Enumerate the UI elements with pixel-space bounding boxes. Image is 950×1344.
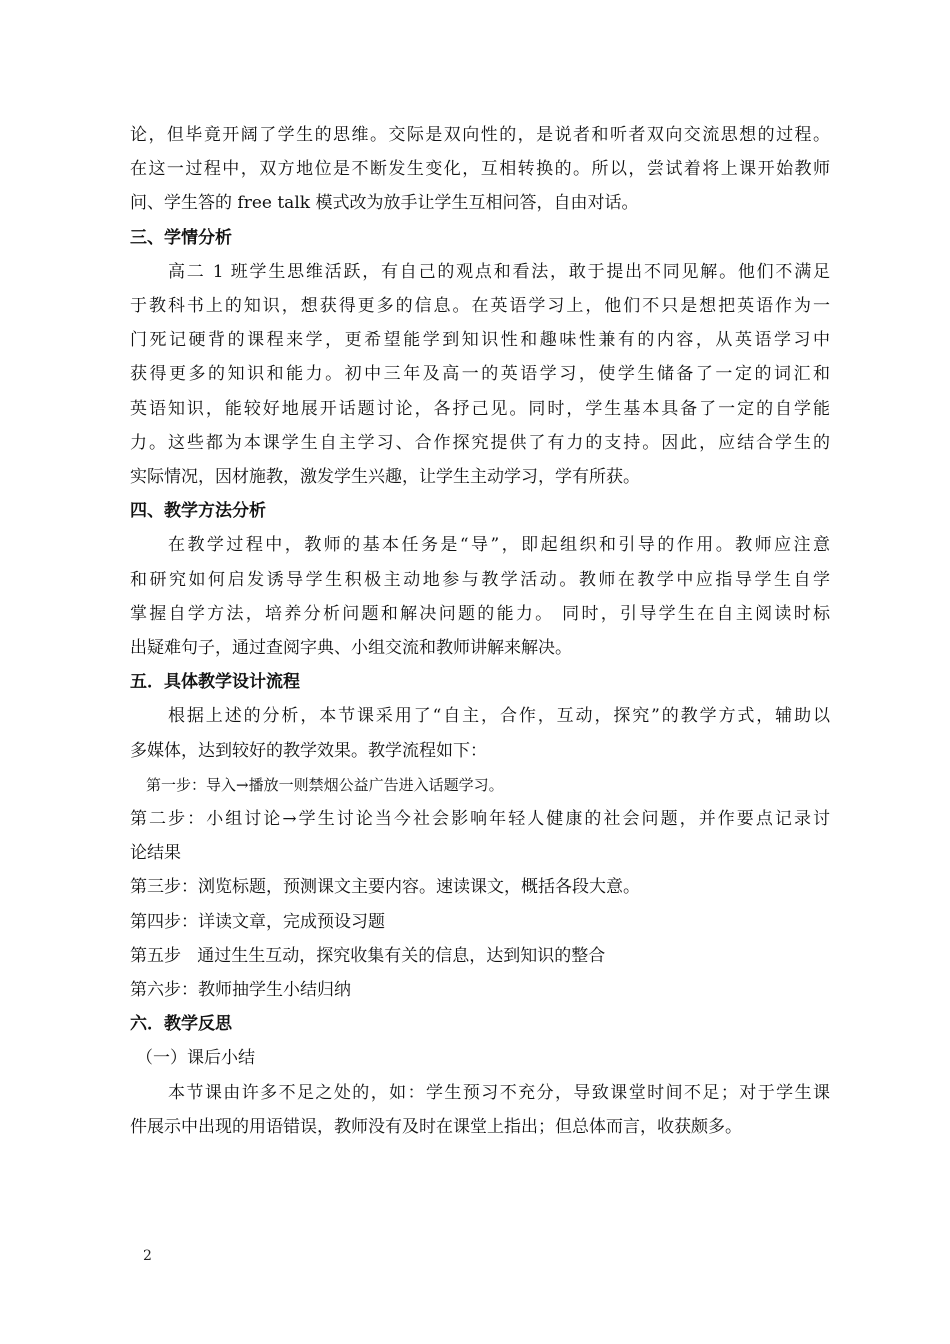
paragraph-line: 英语知识，能较好地展开话题讨论，各抒己见。同时，学生基本具备了一定的自学能 xyxy=(130,398,830,419)
section-heading-learner-analysis: 三、学情分析 xyxy=(130,227,232,248)
subsection-heading: （一）课后小结 xyxy=(136,1048,255,1069)
step-item: 第一步：导入→播放一则禁烟公益广告进入话题学习。 xyxy=(146,775,504,794)
paragraph-line: 在教学过程中，教师的基本任务是“导”，即起组织和引导的作用。教师应注意 xyxy=(168,535,830,556)
paragraph-line: 论，但毕竟开阔了学生的思维。交际是双向性的，是说者和听者双向交流思想的过程。 xyxy=(130,125,830,145)
paragraph-line: 获得更多的知识和能力。初中三年及高一的英语学习，使学生储备了一定的词汇和 xyxy=(130,364,830,385)
section-heading-design-process: 五．具体教学设计流程 xyxy=(130,672,300,693)
paragraph-line: 和研究如何启发诱导学生积极主动地参与教学活动。教师在教学中应指导学生自学 xyxy=(130,569,830,590)
step-item: 第五步 通过生生互动，探究收集有关的信息，达到知识的整合 xyxy=(130,945,606,966)
paragraph-line: 出疑难句子，通过查阅字典、小组交流和教师讲解来解决。 xyxy=(130,638,572,659)
paragraph-line: 实际情况，因材施教，激发学生兴趣，让学生主动学习，学有所获。 xyxy=(130,467,640,488)
step-item: 第六步：教师抽学生小结归纳 xyxy=(130,980,351,1001)
paragraph-line: 高二 1 班学生思维活跃，有自己的观点和看法，敢于提出不同见解。他们不满足 xyxy=(168,261,830,282)
paragraph-line: 于教科书上的知识，想获得更多的信息。在英语学习上，他们不只是想把英语作为一 xyxy=(130,296,830,317)
step-item: 第四步：详读文章，完成预设习题 xyxy=(130,911,385,932)
paragraph-line: 多媒体，达到较好的教学效果。教学流程如下： xyxy=(130,740,487,761)
step-item-continued: 论结果 xyxy=(130,843,181,864)
paragraph-line: 力。这些都为本课学生自主学习、合作探究提供了有力的支持。因此，应结合学生的 xyxy=(130,432,830,453)
paragraph-line: 本节课由许多不足之处的，如：学生预习不充分，导致课堂时间不足；对于学生课 xyxy=(168,1082,830,1103)
step-item: 第三步：浏览标题，预测课文主要内容。速读课文，概括各段大意。 xyxy=(130,877,640,898)
paragraph-line: 在这一过程中，双方地位是不断发生变化，互相转换的。所以，尝试着将上课开始教师 xyxy=(130,159,830,180)
paragraph-line: 掌握自学方法，培养分析问题和解决问题的能力。 同时，引导学生在自主阅读时标 xyxy=(130,603,830,624)
section-heading-reflection: 六．教学反思 xyxy=(130,1014,232,1035)
paragraph-line: 门死记硬背的课程来学，更希望能学到知识性和趣味性兼有的内容，从英语学习中 xyxy=(130,330,830,351)
step-item: 第二步：小组讨论→学生讨论当今社会影响年轻人健康的社会问题，并作要点记录讨 xyxy=(130,809,830,830)
paragraph-line: 问、学生答的 free talk 模式改为放手让学生互相问答，自由对话。 xyxy=(130,193,639,214)
paragraph-line: 件展示中出现的用语错误，教师没有及时在课堂上指出；但总体而言，收获颇多。 xyxy=(130,1116,742,1137)
document-body xyxy=(130,118,830,1144)
paragraph-line: 根据上述的分析，本节课采用了“自主，合作，互动，探究”的教学方式，辅助以 xyxy=(168,706,830,727)
page-number: 2 xyxy=(143,1248,152,1264)
section-heading-teaching-methods: 四、教学方法分析 xyxy=(130,501,266,522)
